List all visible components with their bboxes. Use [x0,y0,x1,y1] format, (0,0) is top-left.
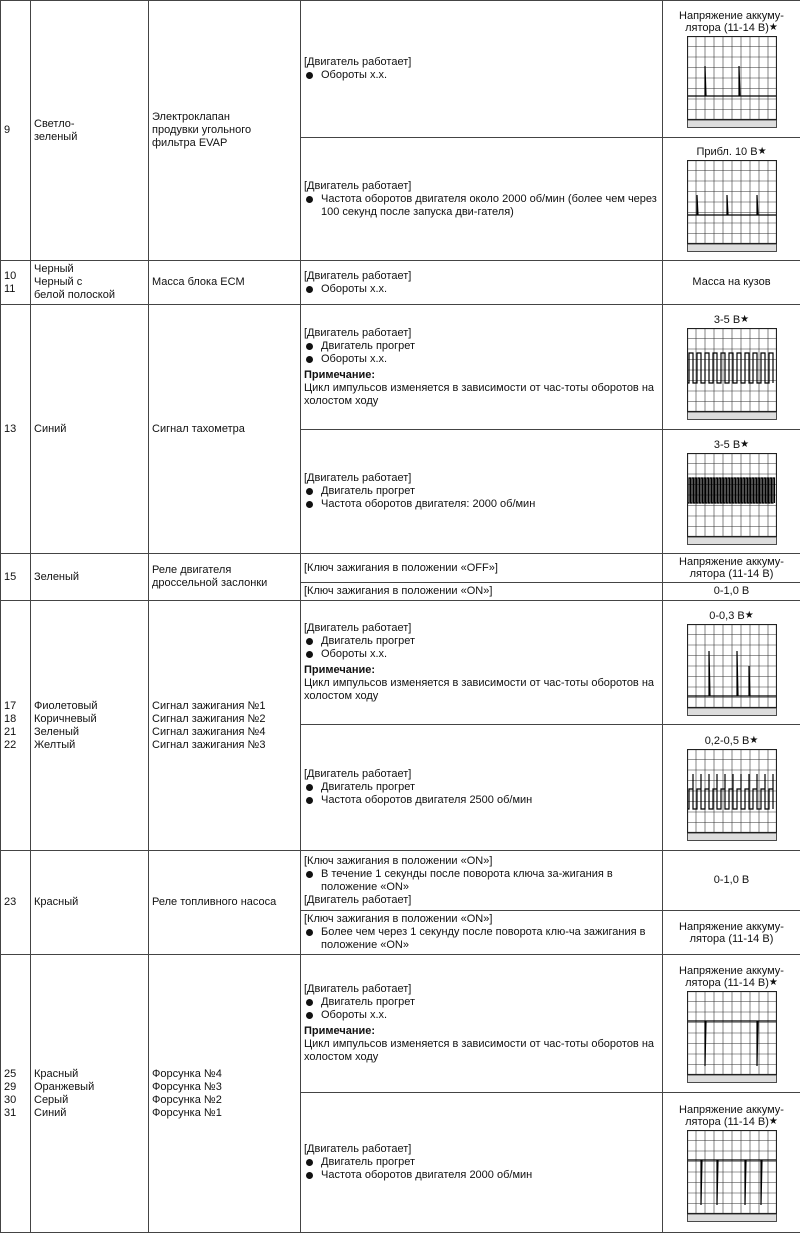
value-cell: 3-5 В★ [663,305,800,430]
waveform-trace [688,478,775,503]
bullet-icon [306,1012,313,1019]
bullet-icon [306,797,313,804]
pin-number: 15 [1,554,31,601]
terminal-description: Сигнал зажигания №1 Сигнал зажигания №2 Сигнал зажигания №4 Сигнал зажигания №3 [149,601,301,851]
bullet-icon [306,488,313,495]
pin-number: 13 [1,305,31,554]
terminal-description: Реле топливного насоса [149,851,301,955]
condition-cell: [Двигатель работает] Двигатель прогрет Частота оборотов двигателя 2500 об/мин [301,725,663,851]
condition-cell: [Ключ зажигания в положении «ON»] Более чем через 1 секунду после поворота клю-ча зажигания в положение «ON» [301,911,663,955]
condition-cell: [Двигатель работает] Обороты х.х. [301,261,663,305]
condition-cell: [Ключ зажигания в положении «OFF»] [301,554,663,583]
table-row [1,305,800,430]
oscilloscope-waveform-icon [687,991,777,1083]
terminal-description: Форсунка №4 Форсунка №3 Форсунка №2 Форсунка №1 [149,955,301,1233]
wire-color: Фиолетовый Коричневый Зеленый Желтый [31,601,149,851]
oscilloscope-waveform-icon [687,328,777,420]
pin-number: 9 [1,1,31,261]
wire-color: Красный Оранжевый Серый Синий [31,955,149,1233]
bullet-icon [306,999,313,1006]
value-cell: 0-0,3 В★ [663,601,800,725]
bullet-icon [306,784,313,791]
condition-cell: [Ключ зажигания в положении «ON»] В течение 1 секунды после поворота ключа за-жигания в положение «ON» [Двигатель работает] [301,851,663,911]
table-row [1,955,800,1093]
value-cell: Напряжение аккуму- лятора (11-14 В)★ [663,955,800,1093]
table-row [1,851,800,911]
wire-color: Синий [31,305,149,554]
oscilloscope-waveform-icon [687,1130,777,1222]
terminal-description: Масса блока ECM [149,261,301,305]
oscilloscope-waveform-icon [687,36,777,128]
pin-number: 25 29 30 31 [1,955,31,1233]
oscilloscope-screen [687,453,777,545]
bullet-icon [306,72,313,79]
pin-number: 23 [1,851,31,955]
bullet-icon [306,929,313,936]
bullet-icon [306,356,313,363]
oscilloscope-waveform-icon [687,160,777,252]
bullet-icon [306,286,313,293]
bullet-icon [306,1159,313,1166]
table-row [1,601,800,725]
wire-color: Черный Черный с белой полоской [31,261,149,305]
oscilloscope-waveform-icon [687,749,777,841]
bullet-icon [306,651,313,658]
table-row [1,1,800,138]
bullet-icon [306,871,313,878]
oscilloscope-screen [687,991,777,1083]
condition-cell: [Двигатель работает] Двигатель прогрет Обороты х.х. Примечание: Цикл импульсов изменяется в зависимости от час-тоты оборотов на холостом ходу [301,601,663,725]
value-cell: 3-5 В★ [663,430,800,554]
oscilloscope-screen [687,160,777,252]
oscilloscope-screen [687,328,777,420]
value-cell: Прибл. 10 В★ [663,138,800,261]
pin-number: 17 18 21 22 [1,601,31,851]
value-cell: Напряжение аккуму- лятора (11-14 В)★ [663,1,800,138]
value-cell: Напряжение аккуму- лятора (11-14 В)★ [663,1093,800,1233]
wire-color: Светло- зеленый [31,1,149,261]
oscilloscope-screen [687,1130,777,1222]
value-cell: 0-1,0 В [663,851,800,911]
value-cell: Напряжение аккуму- лятора (11-14 В) [663,554,800,583]
value-cell: Масса на кузов [663,261,800,305]
terminal-description: Сигнал тахометра [149,305,301,554]
oscilloscope-screen [687,624,777,716]
condition-cell: [Двигатель работает] Частота оборотов двигателя около 2000 об/мин (более чем через 100 секунд после запуска дви-гателя) [301,138,663,261]
oscilloscope-waveform-icon [687,453,777,545]
bullet-icon [306,196,313,203]
wire-color: Красный [31,851,149,955]
oscilloscope-waveform-icon [687,624,777,716]
terminal-description: Электроклапан продувки угольного фильтра EVAP [149,1,301,261]
pin-number: 10 11 [1,261,31,305]
condition-cell: [Двигатель работает] Двигатель прогрет Частота оборотов двигателя 2000 об/мин [301,1093,663,1233]
value-cell: 0-1,0 В [663,583,800,601]
terminal-description: Реле двигателя дроссельной заслонки [149,554,301,601]
oscilloscope-screen [687,749,777,841]
bullet-icon [306,343,313,350]
condition-cell: [Ключ зажигания в положении «ON»] [301,583,663,601]
condition-cell: [Двигатель работает] Обороты х.х. [301,1,663,138]
table-row [1,261,800,305]
value-cell: Напряжение аккуму- лятора (11-14 В) [663,911,800,955]
condition-cell: [Двигатель работает] Двигатель прогрет Обороты х.х. Примечание: Цикл импульсов изменяется в зависимости от час-тоты оборотов на холостом ходу [301,955,663,1093]
table-row [1,554,800,583]
bullet-icon [306,638,313,645]
value-cell: 0,2-0,5 В★ [663,725,800,851]
oscilloscope-screen [687,36,777,128]
condition-cell: [Двигатель работает] Двигатель прогрет Частота оборотов двигателя: 2000 об/мин [301,430,663,554]
bullet-icon [306,501,313,508]
condition-cell: [Двигатель работает] Двигатель прогрет Обороты х.х. Примечание: Цикл импульсов изменяется в зависимости от час-тоты оборотов на холостом ходу [301,305,663,430]
wire-color: Зеленый [31,554,149,601]
bullet-icon [306,1172,313,1179]
